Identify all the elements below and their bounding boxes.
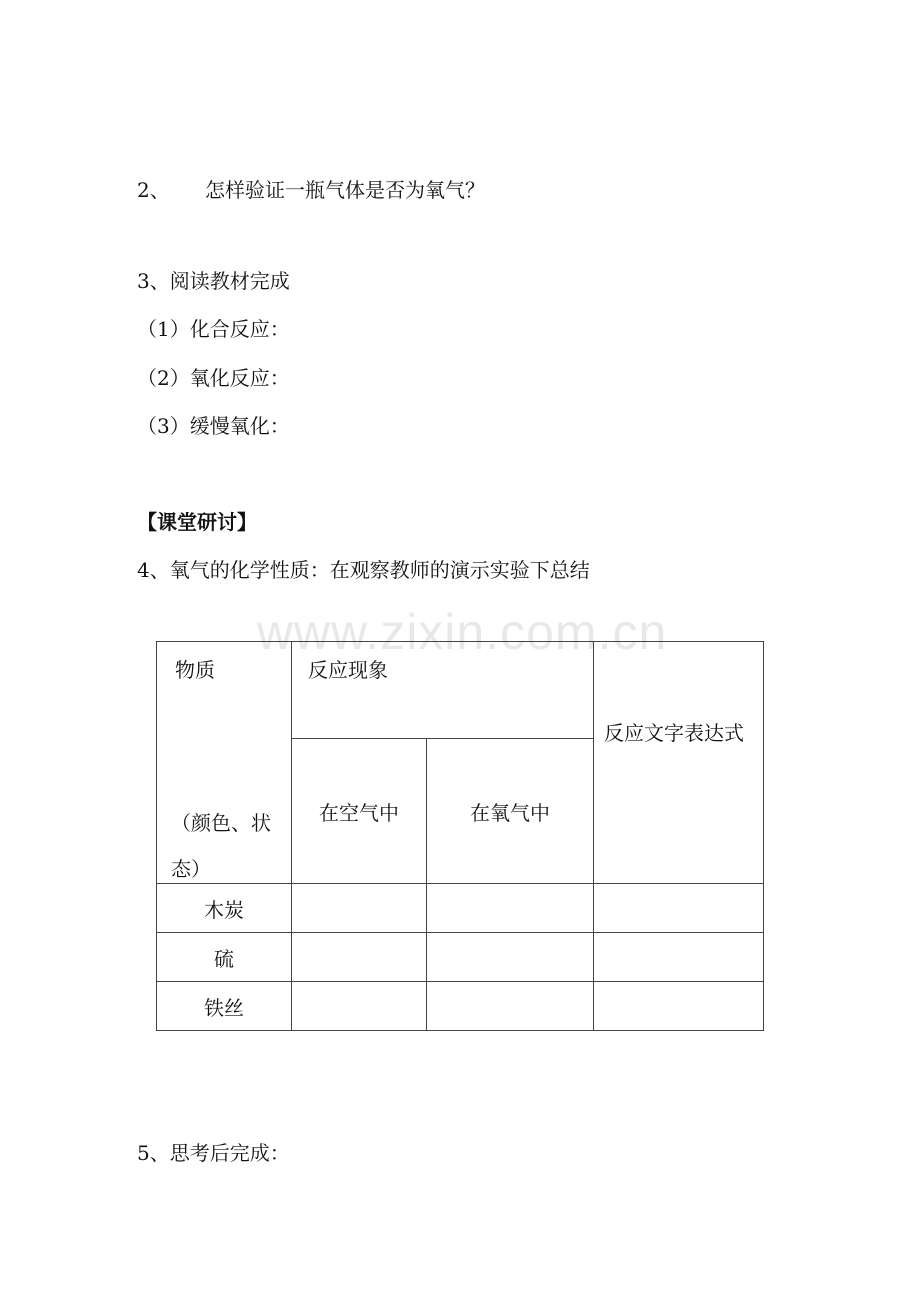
phenomenon-header-cell (292, 642, 594, 739)
properties-table (156, 641, 764, 1031)
in-air-cell[interactable] (292, 982, 427, 1031)
substance-note: （颜色、状态） (171, 811, 271, 881)
in-oxygen-cell[interactable] (427, 933, 594, 982)
in-oxygen-cell[interactable] (427, 884, 594, 933)
in-oxygen-cell[interactable] (427, 982, 594, 1031)
in-air-cell[interactable] (292, 933, 427, 982)
table-row (157, 933, 764, 982)
question-3-title: 3、阅读教材完成 (137, 269, 290, 293)
question-4-title: 4、氧气的化学性质：在观察教师的演示实验下总结 (137, 558, 590, 582)
substance-header-cell (157, 642, 292, 884)
question-2-text: 怎样验证一瓶气体是否为氧气？ (205, 178, 485, 202)
equation-cell[interactable] (594, 933, 764, 982)
substance-cell: 铁丝 (157, 982, 292, 1031)
phenomenon-header: 反应现象 (308, 658, 388, 682)
question-5-title: 5、思考后完成： (137, 1141, 290, 1165)
section-title: 【课堂研讨】 (137, 510, 257, 534)
question-2-number: 2、 (137, 178, 170, 202)
substance-cell: 硫 (157, 933, 292, 982)
question-3-item-1: （1）化合反应： (137, 317, 290, 341)
question-3-item-2: （2）氧化反应： (137, 366, 290, 390)
watermark: www.zixin.com.cn (256, 604, 668, 660)
substance-cell: 木炭 (157, 884, 292, 933)
in-air-cell[interactable] (292, 884, 427, 933)
equation-header-cell (594, 642, 764, 884)
question-3-item-3: （3）缓慢氧化： (137, 414, 290, 438)
substance-header: 物质 (175, 658, 215, 682)
in-air-header: 在空气中 (292, 739, 427, 884)
in-oxygen-header: 在氧气中 (427, 739, 594, 884)
table-row (157, 982, 764, 1031)
equation-header: 反应文字表达式 (604, 720, 744, 745)
equation-cell[interactable] (594, 884, 764, 933)
equation-cell[interactable] (594, 982, 764, 1031)
